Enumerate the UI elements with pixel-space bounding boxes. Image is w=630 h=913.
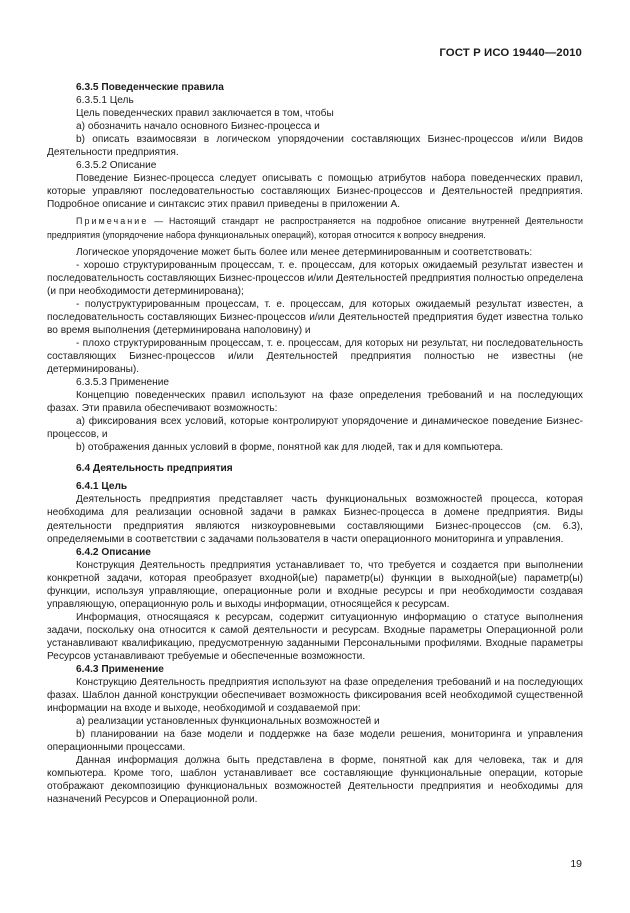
list-item: - плохо структурированным процессам, т. е. процессам, для которых ни результат, ни последовательность составляющих Бизнес-процессов и/или Деятельностей предприятия полностью не известны (не детерминированы). (47, 337, 583, 375)
paragraph: Информация, относящаяся к ресурсам, содержит ситуационную информацию о статусе выполнения задачи, поскольку она относится к самой деятельности и ресурсам. Входные параметры Операционной роли устанавливают квалификацию, предусмотренную заданными Персональными профилями. Входные параметры Ресурсов устанавливают требуемые и обеспеченные возможности. (47, 611, 583, 662)
list-item: - хорошо структурированным процессам, т. е. процессам, для которых ожидаемый результат известен и последовательность составляющих Бизнес-процессов и/или Деятельностей предприятия полностью определена (и при необходимости детерминирована); (47, 259, 583, 297)
subsection-heading: 6.4.2 Описание (76, 546, 151, 558)
paragraph: Цель поведенческих правил заключается в том, чтобы (76, 108, 334, 120)
list-item: а) обозначить начало основного Бизнес-процесса и (76, 121, 320, 133)
page-number: 19 (570, 858, 582, 870)
paragraph: Конструкция Деятельность предприятия устанавливает то, что требуется и создается при выполнении конкретной задачи, которая преобразует входной(ые) параметр(ы) функции в выходной(ые) параметр(ы) функции, используя управляющие, операционные роли и входные ресурсы и при необходимости создавая управляющую, операционную роль и выходы информации, относящейся к ресурсам. (47, 559, 583, 610)
list-item: b) планировании на базе модели и поддержке на базе модели решения, мониторинга и управления операционными процессами. (47, 729, 583, 754)
subsection-heading: 6.4.1 Цель (76, 481, 128, 493)
paragraph: Логическое упорядочение может быть более или менее детерминированным и соответствовать: (76, 246, 533, 258)
paragraph: Конструкцию Деятельность предприятия используют на фазе определения требований и на последующих фазах. Шаблон данной конструкции обеспечивает возможность фиксирования всей необходимой существенной информации на входе и выходе, необходимой и создаваемой при: (47, 677, 583, 715)
list-item: b) описать взаимосвязи в логическом упорядочении составляющих Бизнес-процессов и/или Видов Деятельности предприятия. (47, 134, 583, 159)
paragraph: Деятельность предприятия представляет часть функциональных возможностей процесса, которая необходима для реализации основной задачи в рамках Бизнес-процесса в домене предприятия. Виды деятельности предприятия являются низкоуровневыми составляющими Бизнес-процессов (см. 6.3), определяемыми в соответствии с задачами пользователя в части операционного мониторинга и управления. (47, 494, 583, 545)
standard-header: ГОСТ Р ИСО 19440—2010 (439, 47, 582, 59)
page-content (47, 81, 583, 807)
section-title: 6.4 Деятельность предприятия (76, 463, 233, 475)
subsection-heading: 6.3.5.2 Описание (76, 160, 157, 172)
paragraph: Концепцию поведенческих правил используют на фазе определения требований и на последующих фазах. Эти правила обеспечивают возможность: (47, 390, 583, 415)
list-item: - полуструктурированным процессам, т. е. процессам, для которых ожидаемый результат известен, а последовательность составляющих Бизнес-процессов и/или Деятельностей предприятия будет известна только во время выполнения (детерминирована наполовину) и (47, 298, 583, 336)
subsection-heading: 6.3.5.1 Цель (76, 95, 134, 107)
paragraph: Поведение Бизнес-процесса следует описывать с помощью атрибутов набора поведенческих правил, которые управляют последовательностью составляющих Бизнес-процессов и Деятельностей предприятия. Подробное описание и синтаксис этих правил приведены в приложении А. (47, 173, 583, 211)
note-text: — Настоящий стандарт не распространяется на подробное описание внутренней Деятельности предприятия (упорядочение набора функциональных операций), которая относится к вопросу внедрения. (47, 216, 583, 240)
subsection-heading: 6.3.5.3 Применение (76, 377, 170, 389)
note-label: Примечание (76, 216, 149, 227)
list-item: а) фиксирования всех условий, которые контролируют упорядочение и динамическое поведение Бизнес-процессов, и (47, 416, 583, 441)
list-item: b) отображения данных условий в форме, понятной как для людей, так и для компьютера. (76, 442, 504, 454)
section-title: 6.3.5 Поведенческие правила (76, 82, 224, 93)
subsection-heading: 6.4.3 Применение (76, 664, 164, 676)
paragraph: Данная информация должна быть представлена в форме, понятной как для человека, так и для компьютера. Кроме того, шаблон устанавливает все составляющие функциональные операции, которые отображают декомпозицию функциональных возможностей Деятельности предприятия и необходимы для назначений Ресурсов и Операционной роли. (47, 755, 583, 806)
note (47, 215, 583, 241)
list-item: а) реализации установленных функциональных возможностей и (76, 716, 380, 728)
